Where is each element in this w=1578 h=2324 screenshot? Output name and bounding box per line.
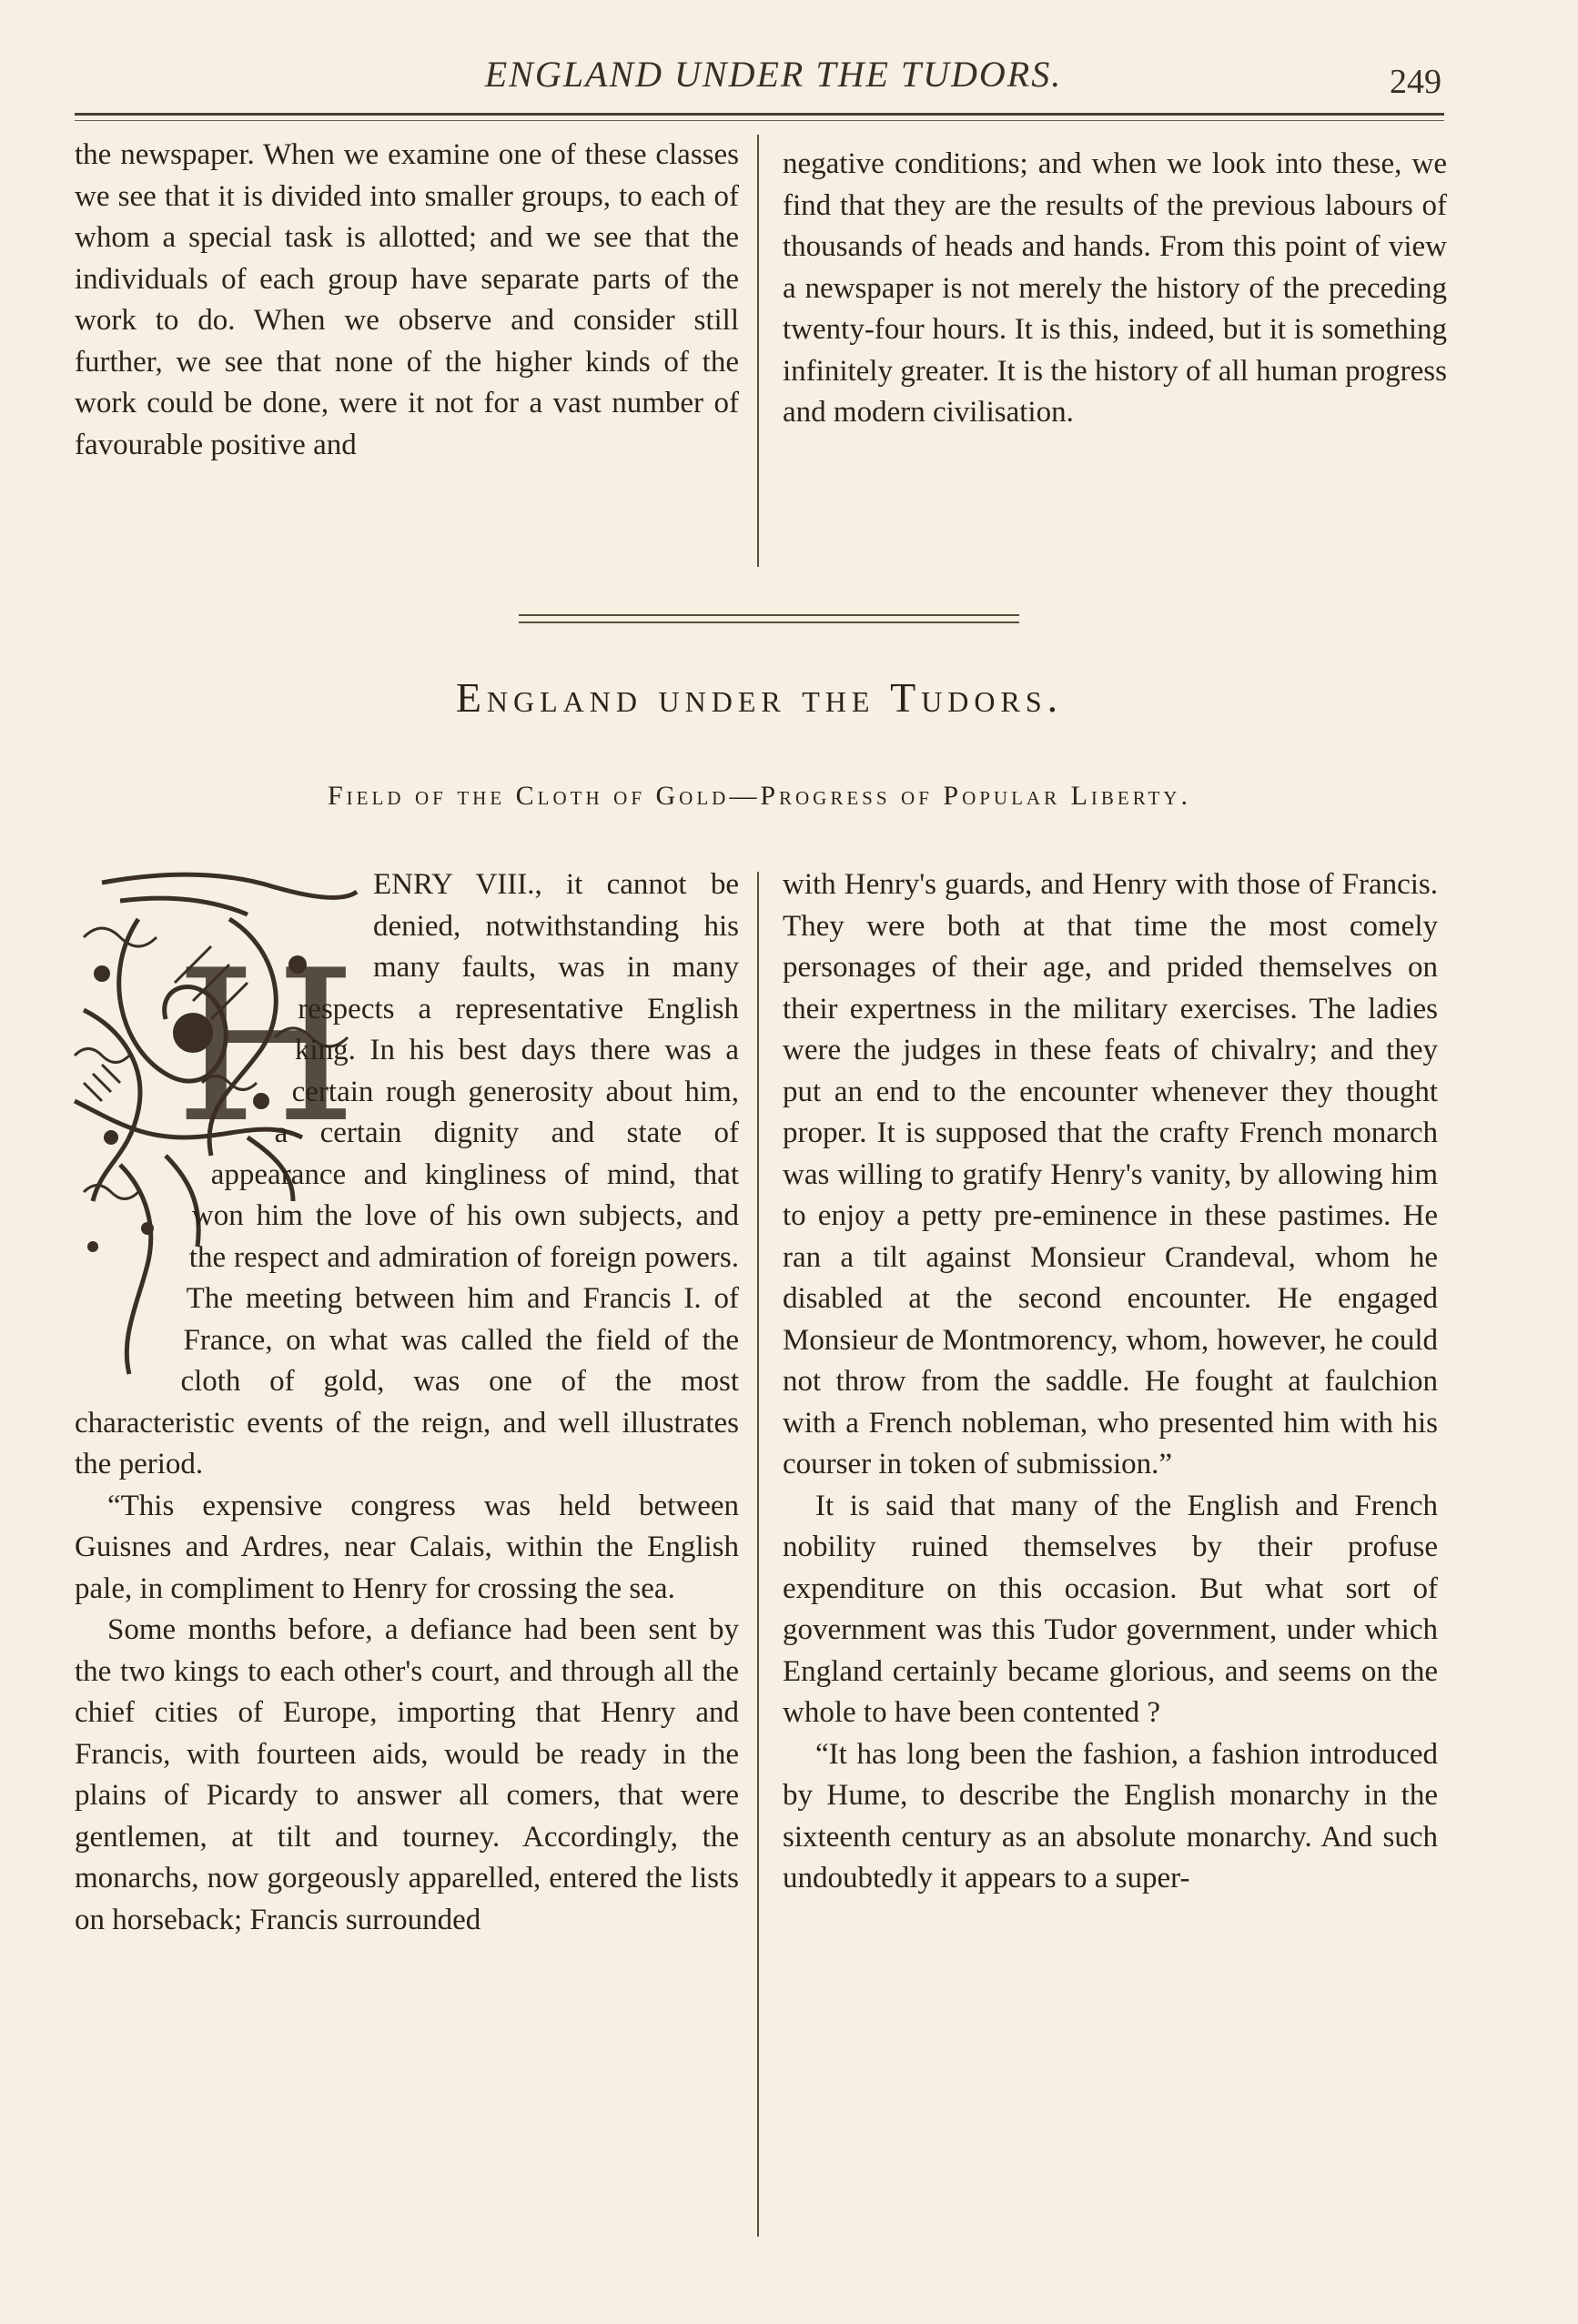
section-separator-rule — [519, 614, 1019, 616]
continued-paragraph-left: the newspaper. When we examine one of these classes we see that it is divided into smaller groups, to each of whom a special task is allotted; and we see that the individuals of each group have separate parts of the work to do. When we observe and consider still further, we see that none of the higher kinds of the work could be done, were it not for a vast number of favourable positive and — [75, 138, 739, 461]
page-number: 249 — [1390, 63, 1441, 101]
article-title: England under the Tudors. — [455, 674, 1064, 721]
running-head-title: ENGLAND UNDER THE TUDORS. — [484, 54, 1063, 95]
continued-paragraph-right: negative conditions; and when we look into these, we find that they are the results of the previous labours of thousands of heads and hands. From this point of view a newspaper is not merely the history of the preceding twenty-four hours. It is this, indeed, but it is something infinitely greater. It is the history of all human progress and modern civilisation. — [783, 147, 1447, 429]
opening-paragraph: ENRY VIII., it cannot be denied, notwithstanding his many faults, was in many respects a representative English king. In his best days there was a certain rough generosity about him, a certain dignity and state of appearance and kingliness of mind, that won him the love of his own subjects, and the respect and admiration of foreign powers. The meeting between him and Francis I. of France, on what was called the field of the cloth of gold, was one of the most characteristic events of the reign, and well illustrates the period. — [75, 868, 739, 1480]
paragraph-4: “It has long been the fashion, a fashion introduced by Hume, to describe the English monarchy in the sixteenth century as an absolute monarchy. And such undoubtedly it appears to a super- — [783, 1737, 1438, 1895]
article-right-column — [783, 864, 1438, 1900]
continued-text-left-column — [75, 135, 739, 466]
article-subtitle: Field of the Cloth of Gold—Progress of Popular Liberty. — [328, 781, 1191, 811]
column-divider-top — [757, 135, 759, 567]
header-rule — [75, 113, 1444, 116]
quote-paragraph-2-start: Some months before, a defiance had been sent by the two kings to each other's court, and through all the chief cities of Europe, importing that Henry and Francis, with fourteen aids, would be ready in the plains of Picardy to answer all comers, that were gentlemen, at tilt and tourney. Accordingly, the monarchs, now gorgeously apparelled, entered the lists on horseback; Francis surrounded — [75, 1613, 739, 1936]
header-rule-thin — [75, 120, 1444, 121]
column-divider-body — [757, 872, 759, 2237]
paragraph-3: It is said that many of the English and French nobility ruined themselves by their profuse expenditure on this occasion. But what sort of government was this Tudor government, under which England certainly became glorious, and seems on the whole to have been contented ? — [783, 1489, 1438, 1729]
continued-text-right-column — [783, 144, 1447, 434]
quote-paragraph-2-continued: with Henry's guards, and Henry with those of Francis. They were both at that time the most comely personages of their age, and prided themselves on their expertness in the military exercises. The ladies were the judges in these feats of chivalry; and they put an end to the encounter whenever they thought proper. It is supposed that the crafty French monarch was willing to gratify Henry's vanity, by allowing him to enjoy a petty pre-eminence in these pastimes. He ran a tilt against Monsieur Crandeval, whom he disabled at the second encounter. He engaged Monsieur de Montmorency, whom, however, he could not throw from the saddle. He fought at faulchion with a French nobleman, who presented him with his courser in token of submission.” — [783, 868, 1438, 1480]
article-left-column — [75, 864, 739, 1941]
section-separator-rule-second — [519, 621, 1019, 623]
quote-paragraph-1: “This expensive congress was held between Guisnes and Ardres, near Calais, within the English pale, in compliment to Henry for crossing the sea. — [75, 1489, 739, 1605]
dropcap-letter: H — [175, 926, 358, 1169]
